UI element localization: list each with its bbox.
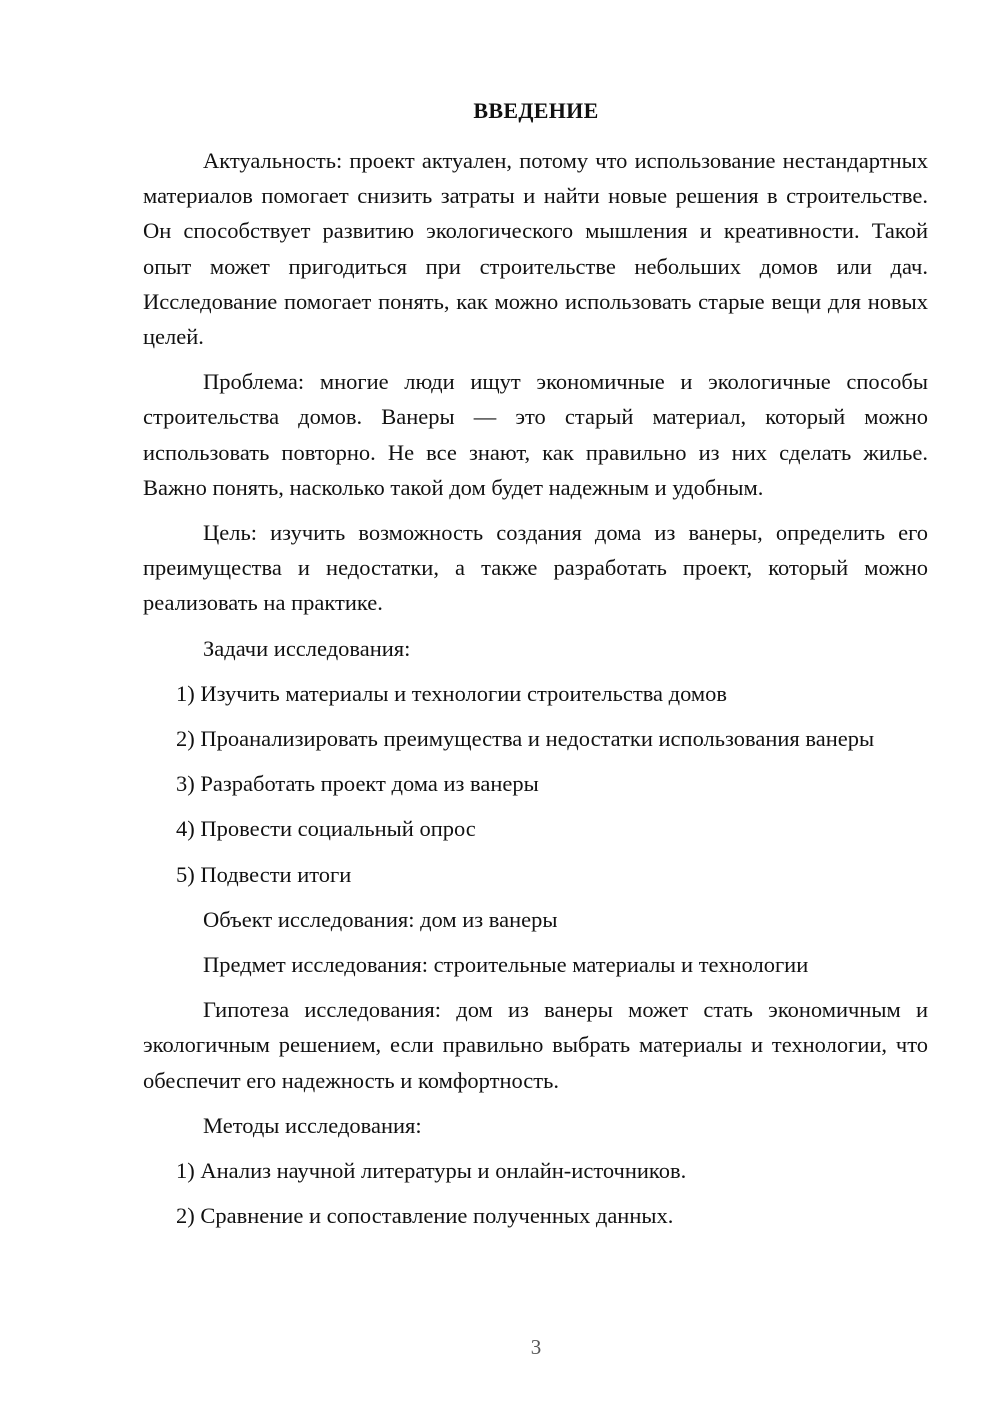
problem-paragraph: Проблема: многие люди ищут экономичные и экологичные способы строительства домов. Ванеры — это старый материал, который можно использовать повторно. Не все знают, как правильно из них сделать жилье. Важно понять, насколько такой дом будет надежным и удобным. [143,369,928,500]
task-item: 3) Разработать проект дома из ванеры [176,771,539,797]
section-heading: ВВЕДЕНИЕ [473,98,599,123]
task-item: 4) Провести социальный опрос [176,816,476,842]
task-item: 2) Проанализировать преимущества и недостатки использования ванеры [176,726,875,752]
page-number: 3 [530,1335,542,1359]
tasks-title: Задачи исследования: [203,635,411,661]
methods-title: Методы исследования: [203,1112,422,1138]
goal-paragraph: Цель: изучить возможность создания дома из ванеры, определить его преимущества и недостатки, а также разработать проект, который можно реализовать на практике. [143,520,928,616]
hypothesis-paragraph: Гипотеза исследования: дом из ванеры может стать экономичным и экологичным решением, если правильно выбрать материалы и технологии, что обеспечит его надежность и комфортность. [143,997,928,1093]
relevance-paragraph: Актуальность: проект актуален, потому что использование нестандартных материалов помогает снизить затраты и найти новые решения в строительстве. Он способствует развитию экологического мышления и креативности. Такой опыт может пригодиться при строительстве небольших домов или дач. Исследование помогает понять, как можно использовать старые вещи для новых целей. [143,148,928,350]
task-item: 5) Подвести итоги [176,861,352,887]
object-paragraph: Объект исследования: дом из ванеры [203,906,558,932]
method-item: 1) Анализ научной литературы и онлайн-источников. [176,1158,687,1184]
method-item: 2) Сравнение и сопоставление полученных данных. [176,1203,674,1229]
task-item: 1) Изучить материалы и технологии строительства домов [176,680,728,706]
document-body [143,143,928,1243]
subject-paragraph: Предмет исследования: строительные материалы и технологии [203,952,809,978]
